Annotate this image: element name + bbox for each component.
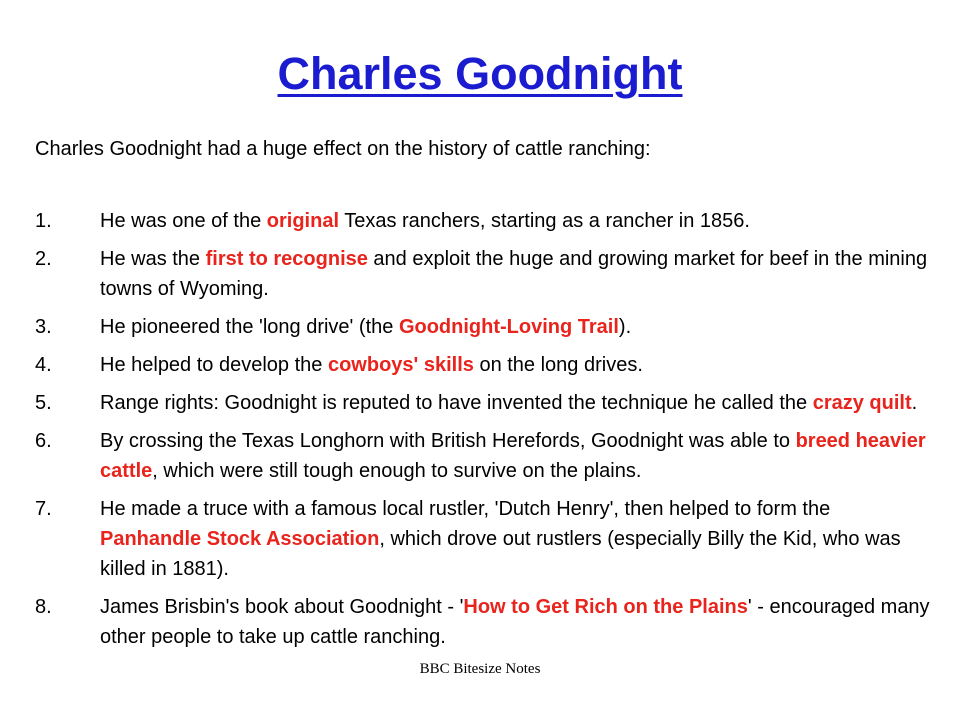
- body-text: He helped to develop the: [100, 354, 328, 376]
- highlight-text: Panhandle Stock Association: [100, 528, 380, 550]
- title-link[interactable]: Charles Goodnight: [277, 48, 683, 99]
- list-item-number: 2.: [35, 248, 52, 270]
- body-text: Texas ranchers, starting as a rancher in 1856.: [339, 210, 750, 232]
- list-item-text: [100, 354, 643, 376]
- list-item: [35, 206, 935, 236]
- list-item-number: 6.: [35, 430, 52, 452]
- body-text: He pioneered the 'long drive' (the: [100, 316, 399, 338]
- body-text: He was the: [100, 248, 206, 270]
- body-text: on the long drives.: [473, 354, 643, 376]
- list-item-text: [100, 430, 926, 482]
- list-item: [35, 244, 935, 304]
- body-text: He made a truce with a famous local rustler, 'Dutch Henry', then helped to form the: [100, 498, 831, 520]
- body-text: ' - encouraged many other people to take up cattle ranching.: [100, 596, 930, 648]
- highlight-text: crazy quilt: [812, 392, 912, 414]
- list-item: [35, 494, 935, 584]
- highlight-text: cowboys' skills: [327, 354, 474, 376]
- points-list: [35, 206, 935, 660]
- intro-text: Charles Goodnight had a huge effect on the history of cattle ranching:: [35, 138, 651, 160]
- list-item: [35, 388, 935, 418]
- list-item-text: [100, 498, 901, 580]
- list-item-number: 8.: [35, 596, 52, 618]
- highlight-text: How to Get Rich on the Plains: [463, 596, 748, 618]
- list-item: [35, 426, 935, 486]
- body-text: , which drove out rustlers (especially Billy the Kid, who was killed in 1881).: [100, 528, 901, 580]
- body-text: .: [911, 392, 918, 414]
- body-text: He was one of the: [100, 210, 267, 232]
- list-item-number: 1.: [35, 210, 52, 232]
- body-text: Range rights: Goodnight is reputed to have invented the technique he called the: [100, 392, 813, 414]
- body-text: ).: [618, 316, 632, 338]
- body-text: and exploit the huge and growing market for beef in the mining towns of Wyoming.: [100, 248, 928, 300]
- list-item-number: 7.: [35, 498, 52, 520]
- highlight-text: original: [266, 210, 340, 232]
- body-text: By crossing the Texas Longhorn with British Herefords, Goodnight was able to: [100, 430, 796, 452]
- list-item-number: 3.: [35, 316, 52, 338]
- list-item-text: [100, 596, 930, 648]
- list-item-text: [100, 392, 917, 414]
- highlight-text: Goodnight-Loving Trail: [398, 316, 619, 338]
- body-text: James Brisbin's book about Goodnight - ': [100, 596, 464, 618]
- list-item: [35, 592, 935, 652]
- list-item: [35, 312, 935, 342]
- page-title: [0, 48, 960, 100]
- list-item-text: [100, 316, 631, 338]
- list-item-number: 4.: [35, 354, 52, 376]
- list-item-number: 5.: [35, 392, 52, 414]
- list-item-text: [100, 210, 750, 232]
- highlight-text: first to recognise: [205, 248, 368, 270]
- body-text: , which were still tough enough to survive on the plains.: [152, 460, 642, 482]
- highlight-text: breed heavier cattle: [100, 430, 926, 482]
- list-item: [35, 350, 935, 380]
- list-item-text: [100, 248, 927, 300]
- footer-text: BBC Bitesize Notes: [419, 661, 541, 677]
